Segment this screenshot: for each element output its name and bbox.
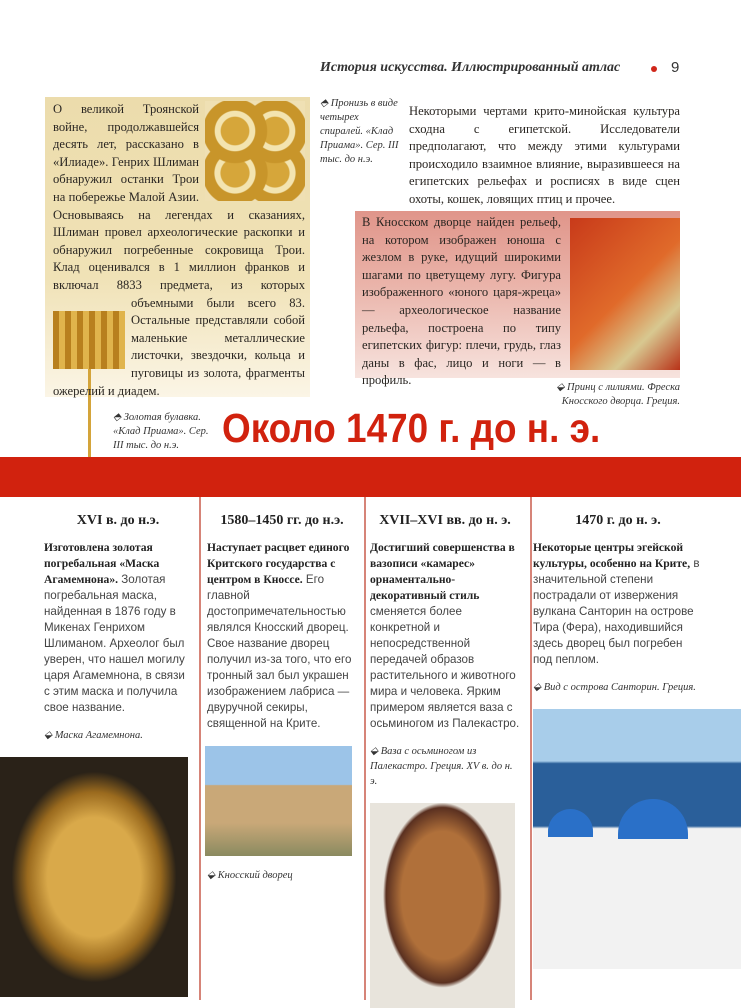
troy-text: О великой Троянской войне, продолжавшейся десять лет, рассказано в «Илиаде». Генрих Шлиман обнаружил останки Трои на побережье Малой Азии. Основываясь на легендах и сказаниях, Шлиман провел археологические раскопки и обнаружил погребенные сокровища Трои. Клад оценивался в 1 миллион франков и включал 8833 предмета, из которых объемными были всего 83. Остальные представляли собой маленькие металлические листочки, звездочки, кольца и пуговицы из золота, фрагменты ожерелий и диадем. (53, 102, 305, 398)
image-caption: ⬙ Ваза с осьминогом из Палекастро. Греция. XV в. до н. э. (370, 746, 513, 787)
column-divider (530, 497, 532, 1000)
timeline-band (0, 457, 741, 497)
agamemnon-mask-image (0, 757, 188, 997)
prince-of-lilies-fresco (570, 218, 680, 370)
image-caption: ⬙ Маска Агамемнона. (44, 730, 143, 741)
knossos-palace-image (205, 746, 352, 856)
octopus-vase-image (370, 803, 515, 1008)
knossos-text: В Кносском дворце найден рельеф, на котором изображен юноша с жезлом в руке, идущий широкими шагами по цветущему лугу. Фигура изображенного «юного царя-жреца» — археологическое название рельефа, построена по типу египетских фигур: плечи, грудь, глаз даны в фас, лицо и ноги — в профиль. (362, 215, 561, 388)
page-number: 9 (671, 59, 680, 76)
gold-pin-image (53, 311, 125, 369)
running-header: История искусства. Иллюстрированный атлас (320, 60, 621, 75)
image-caption: ⬙ Вид с острова Санторин. Греция. (533, 682, 696, 693)
column-date: XVI в. до н.э. (76, 513, 160, 528)
column-date: 1580–1450 гг. до н.э. (220, 513, 344, 528)
blue-dome (548, 809, 593, 837)
blue-dome (618, 799, 688, 839)
timeline-column: XVII–XVI вв. до н. э. Достигший совершенства в вазописи «камарес» орнаментально-декоративный стиль сменяется более конкретной и непосредственной передачей образов растительного и животного мира и человека. Ярким примером является ваза с осьминогом из Палекастро. ⬙ Ваза с осьминогом из Палекастро. Греция. XV в. до н. э. (370, 512, 520, 1008)
timeline-column: 1470 г. до н. э. Некоторые центры эгейской культуры, особенно на Крите, в значительной степени пострадали от извержения вулкана Санторин на острове Тира (Фера), находившийся здесь дворец был погребен под пеплом. ⬙ Вид с острова Санторин. Греция. (533, 512, 703, 969)
santorini-view-image (533, 709, 741, 969)
spiral-caption: ⬘ Пронизь в виде четырех спиралей. «Клад Приама». Сер. III тыс. до н.э. (320, 98, 399, 165)
palace-caption: ⬙ Кносский дворец (207, 870, 293, 881)
timeline-column: 1580–1450 гг. до н.э. Наступает расцвет единого Критского государства с центром в Кноссе. Его главной достопримечательностью являлся Кносский дворец. Свое название дворец получил из-за того, что его тронный зал был украшен изображением лабриса — двуручной секиры, священной на Крите. ⬙ Кносский дворец (207, 512, 357, 883)
bullet-dot (651, 66, 657, 72)
column-divider (199, 497, 201, 1000)
fresco-caption: ⬙ Принц с лилиями. Фреска Кносского дворца. Греция. (556, 382, 680, 407)
column-divider (364, 497, 366, 1000)
headline-date: Около 1470 г. до н. э. (222, 405, 601, 451)
column-date: 1470 г. до н. э. (575, 513, 661, 528)
intro-text: Некоторыми чертами крито-минойская культура сходна с египетской. Исследователи предполагают, что между этими культурами происходило взаимное влияние, выразившееся на египетских рельефах и росписях в виде сцен охоты, кошек, ловящих птиц и прочее. (409, 104, 680, 206)
spiral-ornament-image (205, 101, 305, 201)
column-date: XVII–XVI вв. до н. э. (379, 513, 511, 528)
pin-caption: ⬘ Золотая булавка. «Клад Приама». Сер. III тыс. до н.э. (113, 412, 209, 451)
timeline-column: XVI в. до н.э. Изготовлена золотая погребальная «Маска Агамемнона». Золотая погребальная маска, найденная в 1876 году в Микенах Генрихом Шлиманом. Археолог был уверен, что нашел могилу царя Агамемнона, в связи с этим маска и получила свое название. ⬙ Маска Агамемнона. (44, 512, 192, 997)
